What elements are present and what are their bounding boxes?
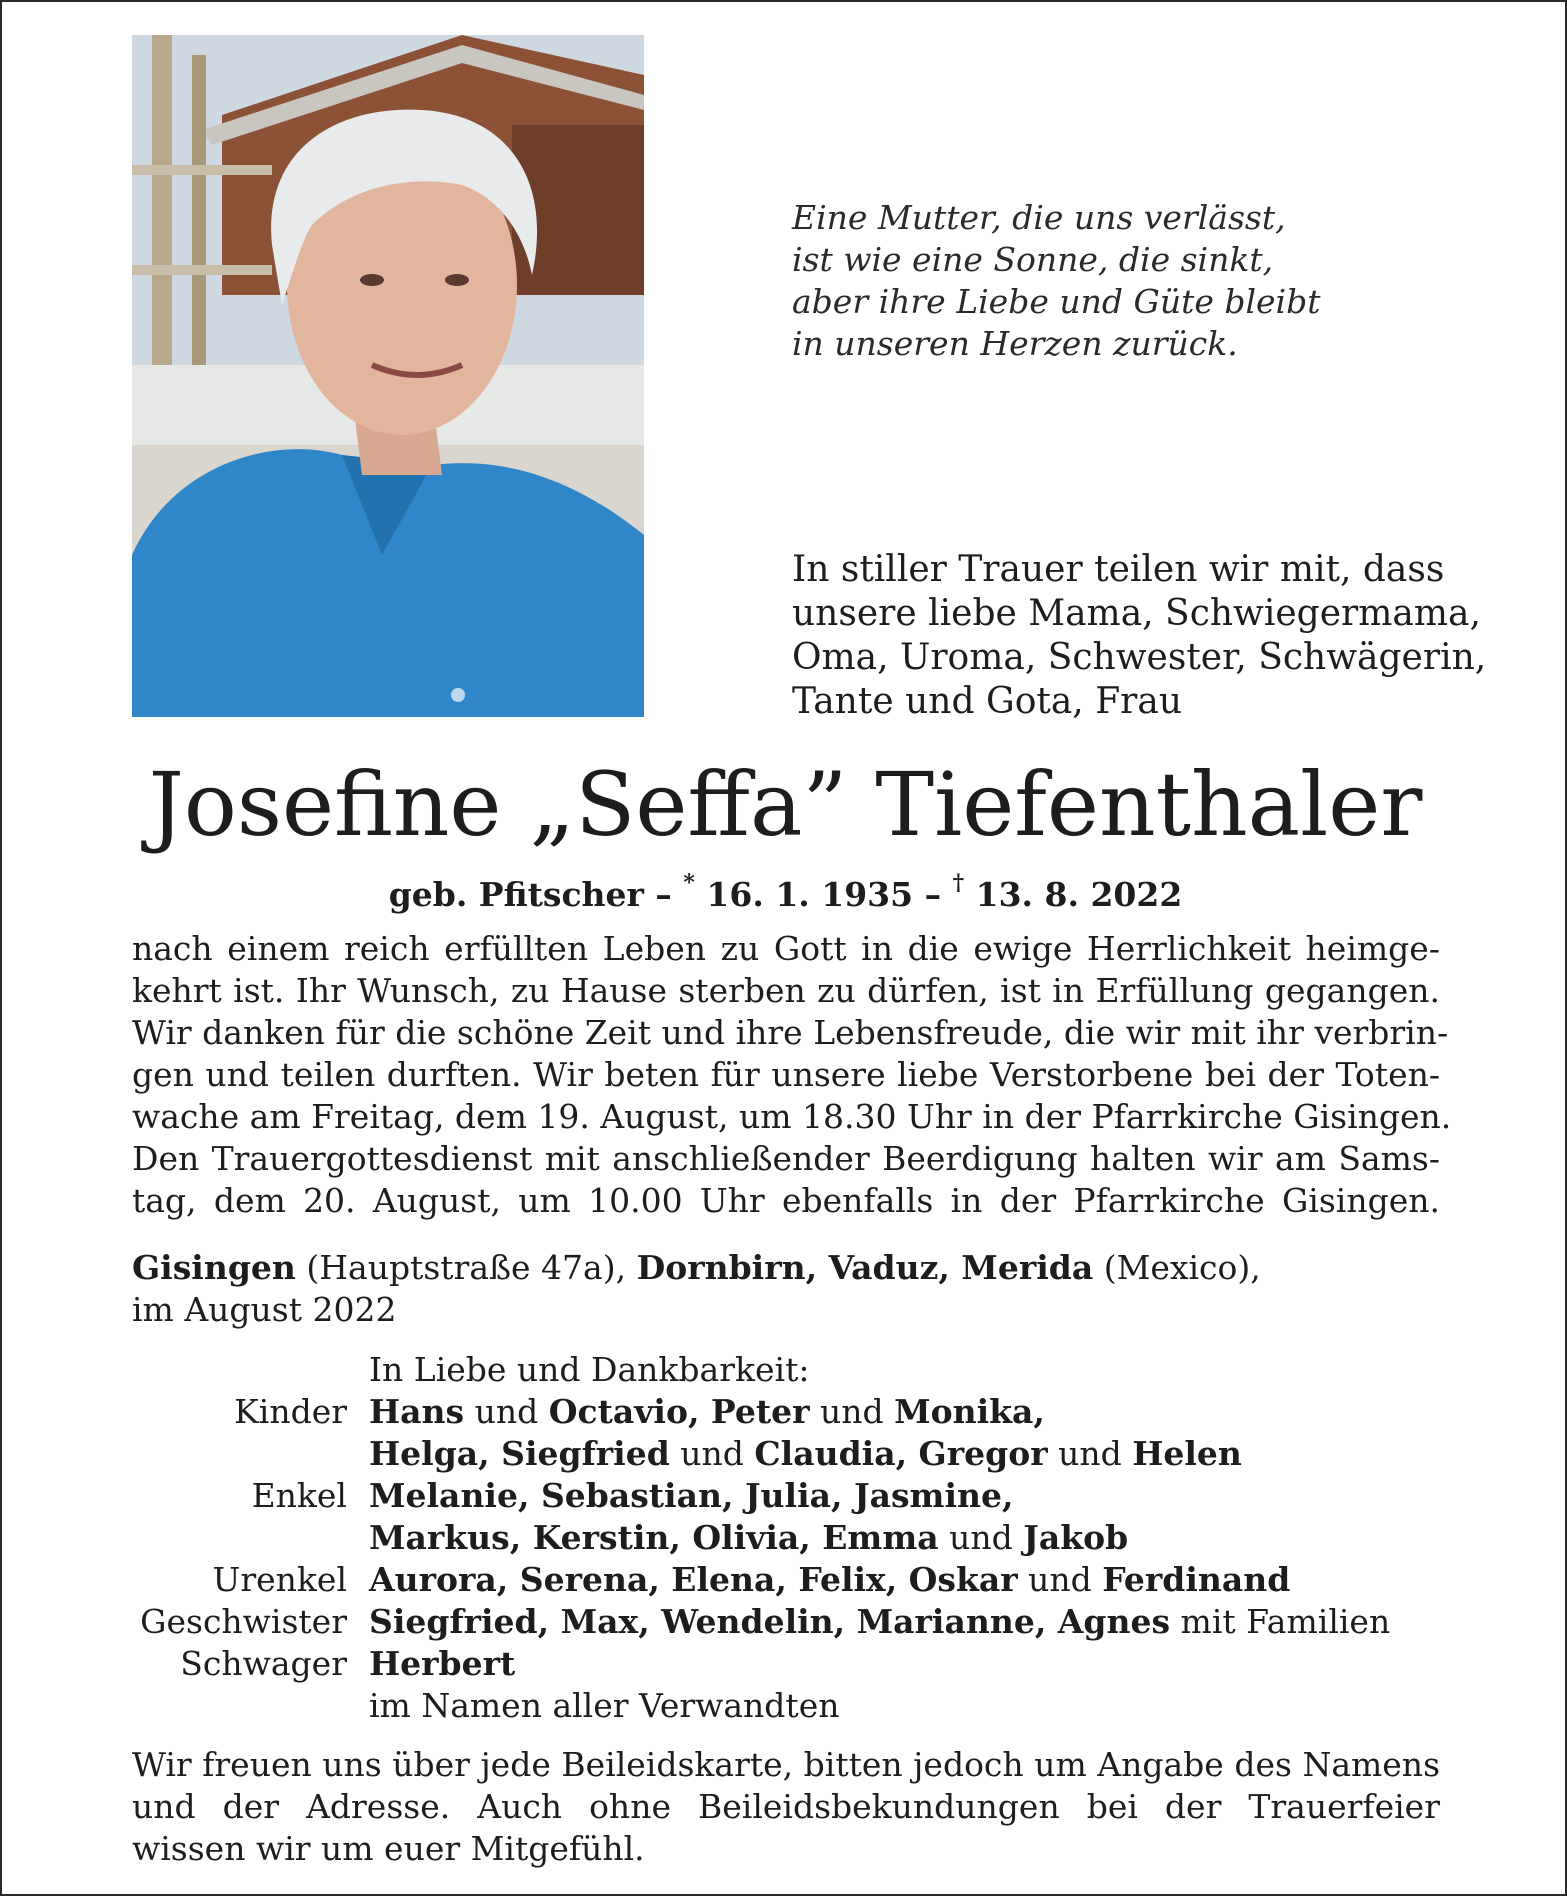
birth-symbol: * xyxy=(683,870,695,896)
body-line: gen und teilen durften. Wir beten für unsere liebe Verstorbene bei der Toten- xyxy=(132,1055,1440,1094)
place-cities: Dornbirn, Vaduz, Merida xyxy=(636,1248,1094,1287)
place-country: (Mexico), xyxy=(1093,1248,1261,1287)
body-line: nach einem reich erfüllten Leben zu Gott in die ewige Herrlichkeit heimge- xyxy=(132,929,1440,968)
siblings-row: Geschwister Siegfried, Max, Wendelin, Marianne, Agnes mit Familien xyxy=(132,1601,1440,1643)
body-line: kehrt ist. Ihr Wunsch, zu Hause sterben zu dürfen, ist in Erfüllung gegangen. xyxy=(132,971,1440,1010)
children-row-cont: Helga, Siegfried und Claudia, Gregor und Helen xyxy=(369,1434,1242,1473)
closing-line: Wir freuen uns über jede Beileidskarte, bitten jedoch um Angabe des Namens xyxy=(132,1745,1440,1784)
birth-name: geb. Pfitscher xyxy=(388,875,644,914)
mourners-heading: In Liebe und Dankbarkeit: xyxy=(369,1350,810,1389)
closing-line: und der Adresse. Auch ohne Beileidsbekundungen bei der Trauerfeier xyxy=(132,1787,1440,1826)
life-dates xyxy=(2,865,1567,917)
quote-line: ist wie eine Sonne, die sinkt, xyxy=(792,240,1274,279)
quote-line: aber ihre Liebe und Güte bleibt xyxy=(792,282,1321,321)
notice-date: im August 2022 xyxy=(132,1290,397,1329)
body-line: tag, dem 20. August, um 10.00 Uhr ebenfalls in der Pfarrkirche Gisingen. xyxy=(132,1181,1440,1220)
date-separator: – xyxy=(655,875,672,914)
death-date: 13. 8. 2022 xyxy=(975,875,1183,914)
portrait-photo xyxy=(132,35,644,717)
grandchildren-row: Enkel Melanie, Sebastian, Julia, Jasmine, xyxy=(132,1475,1440,1517)
children-label: Kinder xyxy=(234,1392,347,1431)
closing-note xyxy=(132,1744,1440,1870)
announcement-intro xyxy=(792,548,1487,724)
body-line: Den Trauergottesdienst mit anschließender Beerdigung halten wir am Sams- xyxy=(132,1139,1440,1178)
siblings-label: Geschwister xyxy=(140,1602,347,1641)
place-city: Gisingen xyxy=(132,1248,296,1287)
brother-in-law-label: Schwager xyxy=(180,1644,347,1683)
deceased-name: Josefine „Seffa” Tiefenthaler xyxy=(148,753,1423,856)
grandchildren-row-cont: Markus, Kerstin, Olivia, Emma und Jakob xyxy=(369,1518,1129,1557)
body-line: wache am Freitag, dem 19. August, um 18.30 Uhr in der Pfarrkirche Gisingen. xyxy=(132,1097,1452,1136)
great-grandchildren-label: Urenkel xyxy=(212,1560,347,1599)
intro-line: In stiller Trauer teilen wir mit, dass xyxy=(792,549,1445,590)
closing-line: wissen wir um euer Mitgefühl. xyxy=(132,1829,645,1868)
obituary-text xyxy=(132,928,1452,1222)
memorial-quote xyxy=(792,197,1492,365)
great-grandchildren-row: Urenkel Aurora, Serena, Elena, Felix, Oskar und Ferdinand xyxy=(132,1559,1440,1601)
place-and-date xyxy=(132,1247,1440,1331)
quote-line: in unseren Herzen zurück. xyxy=(792,324,1238,363)
intro-line: Tante und Gota, Frau xyxy=(792,681,1183,722)
birth-date: 16. 1. 1935 xyxy=(706,875,914,914)
grandchildren-label: Enkel xyxy=(251,1476,347,1515)
mourners-footer: im Namen aller Verwandten xyxy=(369,1686,840,1725)
children-row: Kinder Hans und Octavio, Peter und Monika, xyxy=(132,1391,1440,1433)
quote-line: Eine Mutter, die uns verlässt, xyxy=(792,198,1286,237)
date-separator: – xyxy=(924,875,942,914)
place-address: (Hauptstraße 47a), xyxy=(295,1248,637,1287)
mourners-list xyxy=(132,1349,1440,1727)
body-line: Wir danken für die schöne Zeit und ihre Lebensfreude, die wir mit ihr verbrin- xyxy=(132,1013,1449,1052)
intro-line: unsere liebe Mama, Schwiegermama, xyxy=(792,593,1481,634)
death-symbol: † xyxy=(952,870,965,896)
brother-in-law-row: Schwager Herbert xyxy=(132,1643,1440,1685)
intro-line: Oma, Uroma, Schwester, Schwägerin, xyxy=(792,637,1487,678)
